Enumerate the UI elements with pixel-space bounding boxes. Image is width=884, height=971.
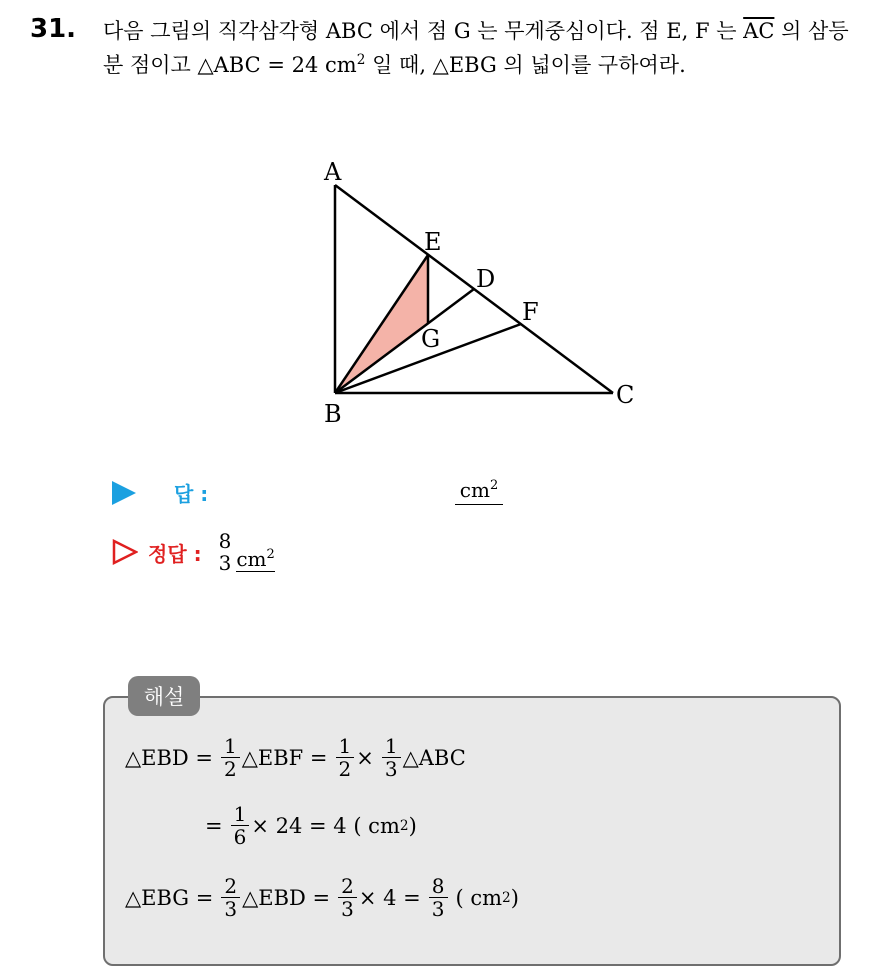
sol3-mid: △EBD = <box>242 885 331 910</box>
answer-unit-blank[interactable] <box>455 478 503 505</box>
fraction-denominator: 3 <box>218 551 232 575</box>
fraction-numerator: 8 <box>218 529 232 553</box>
question-text <box>103 14 863 82</box>
sol2-frac-den: 6 <box>233 825 247 849</box>
sol1-times: × <box>356 745 374 770</box>
answer-row <box>112 478 208 507</box>
sol2-frac <box>231 803 250 848</box>
triangle-diagram <box>300 150 650 430</box>
solution-line-1 <box>125 735 466 780</box>
label-a: A <box>324 158 342 186</box>
play-arrow-icon <box>112 481 136 505</box>
sol2-rest: × 24 = 4 ( cm <box>251 813 400 838</box>
sol3-frac-1 <box>221 875 240 920</box>
sol1-frac-3-den: 3 <box>384 757 398 781</box>
correct-answer-label: 정답 : <box>148 541 202 566</box>
correct-answer-unit-wrap <box>236 547 274 572</box>
segment-ac: $\overline{AC}$ <box>743 19 775 43</box>
sol1-frac-3 <box>382 735 401 780</box>
sol3-frac-3-num: 8 <box>429 875 448 898</box>
question-text-part1: 다음 그림의 직각삼각형 ABC 에서 점 G 는 무게중심이다. 점 E, F 는 <box>103 19 737 43</box>
sol1-frac-1-den: 2 <box>224 757 237 781</box>
sol3-frac-2-num: 2 <box>338 875 357 898</box>
sol3-frac-3-den: 3 <box>431 897 445 921</box>
sol3-frac-2 <box>338 875 357 920</box>
sol3-frac-2-den: 3 <box>341 897 354 921</box>
solution-line-3: △EBG = $\frac{2}{3}$ △EBD = $\frac{2}{3}$ × 4 = $\frac{8}{3}$ ( cm 2 ) <box>125 874 519 921</box>
sol3-rest: ( cm <box>455 885 503 910</box>
correct-answer-row <box>112 530 275 574</box>
solution-line-2: = $\frac{1}{6}$ × 24 = 4 ( cm 2 ) <box>205 802 417 849</box>
sol1-frac-2-num: 1 <box>336 735 355 758</box>
sol3-frac-1-den: 3 <box>224 897 238 921</box>
question-text-part3: 일 때, △EBG 의 넓이를 구하여라. <box>365 53 686 77</box>
correct-answer-unit: cm <box>236 546 267 571</box>
question-number: 31. <box>30 14 77 44</box>
sol1-frac-2 <box>336 735 355 780</box>
sol3-lhs: △EBG = <box>125 885 214 910</box>
label-g: G <box>421 325 441 353</box>
sol3-frac-3 <box>429 875 448 920</box>
sol1-frac-3-num: 1 <box>382 735 401 758</box>
sol2-eq: = <box>205 813 223 838</box>
outline-arrow-icon <box>112 539 138 565</box>
sol1-frac-1 <box>221 735 240 780</box>
sol1-frac-2-den: 2 <box>338 757 352 781</box>
question-sup: 2 <box>356 51 366 68</box>
solution-tag: 해설 <box>128 676 200 716</box>
label-e: E <box>424 228 442 256</box>
question-text-part2: 의 삼등분 점이고 △ABC = 24 cm <box>103 19 849 77</box>
correct-answer-fraction <box>216 530 235 574</box>
sol1-lhs: △EBD = <box>125 745 214 770</box>
label-f: F <box>522 298 539 326</box>
sol3-frac-1-num: 2 <box>221 875 240 898</box>
sol3-close: ) <box>510 885 519 910</box>
label-c: C <box>616 381 635 409</box>
label-d: D <box>476 265 496 293</box>
sol3-mid2: × 4 = <box>358 885 421 910</box>
sol1-rhs: △ABC <box>402 745 466 770</box>
sol2-close: ) <box>408 813 417 838</box>
sol1-mid: △EBF = <box>241 745 328 770</box>
sol2-frac-num: 1 <box>231 803 250 826</box>
correct-answer-unit-sup: 2 <box>266 546 275 562</box>
answer-unit: cm <box>459 478 490 502</box>
answer-label: 답 : <box>174 482 209 506</box>
answer-unit-sup: 2 <box>489 478 499 494</box>
label-b: B <box>324 400 342 428</box>
sol1-frac-1-num: 1 <box>221 735 240 758</box>
